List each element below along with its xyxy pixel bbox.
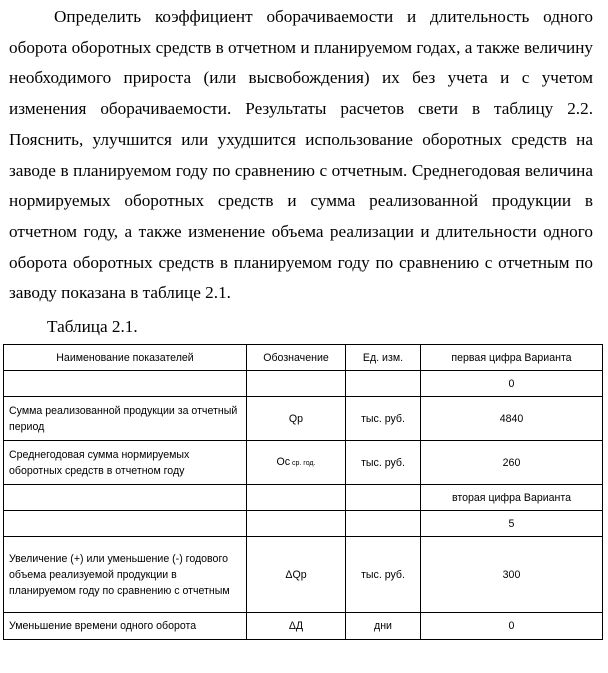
table-caption: Таблица 2.1. xyxy=(47,317,138,336)
row3-symbol: ΔQр xyxy=(247,537,346,613)
row3-name: Увеличение (+) или уменьшение (-) годового объема реализуемой продукции в планируемом году по сравнению с отчетным xyxy=(4,537,247,613)
table-cell xyxy=(4,371,247,397)
table-cell xyxy=(247,511,346,537)
table-row xyxy=(4,441,603,485)
table-header-row xyxy=(4,345,603,371)
table-cell xyxy=(4,485,247,511)
row4-name: Уменьшение времени одного оборота xyxy=(4,613,247,640)
row4-symbol: ΔД xyxy=(247,613,346,640)
row1-value: 4840 xyxy=(421,397,603,441)
variant2-label: вторая цифра Варианта xyxy=(421,485,603,511)
table-cell xyxy=(247,371,346,397)
header-name: Наименование показателей xyxy=(4,345,247,371)
table-row xyxy=(4,485,603,511)
row2-name: Среднегодовая сумма нормируемых оборотных средств в отчетном году xyxy=(4,441,247,485)
table-row xyxy=(4,371,603,397)
table-cell xyxy=(247,485,346,511)
row4-unit: дни xyxy=(346,613,421,640)
row2-symbol xyxy=(247,441,346,485)
row2-symbol-main: Ос xyxy=(276,455,291,468)
variant2-digit: 5 xyxy=(421,511,603,537)
data-table xyxy=(3,344,603,640)
row1-unit: тыс. руб. xyxy=(346,397,421,441)
header-variant1: первая цифра Варианта xyxy=(421,345,603,371)
task-paragraph: Определить коэффициент оборачиваемости и длительность одного оборота оборотных средств в отчетном и планируемом годах, а также величину необходимого прироста (или высвобождения) их без учета и с учетом изменения оборачиваемости. Результаты расчетов свети в таблицу 2.2. Пояснить, улучшится или ухудшится использование оборотных средств на заводе в планируемом году по сравнению с отчетным. Среднегодовая величина нормируемых оборотных средств и сумма реализованной продукции в отчетном году, а также изменение объема реализации и длительности одного оборота оборотных средств в планируемом году по сравнению с отчетным по заводу показана в таблице 2.1. xyxy=(9,7,593,303)
row3-value: 300 xyxy=(421,537,603,613)
row2-symbol-sub: ср. год. xyxy=(290,459,316,467)
row4-value: 0 xyxy=(421,613,603,640)
row1-name: Сумма реализованной продукции за отчетный период xyxy=(4,397,247,441)
variant1-digit: 0 xyxy=(421,371,603,397)
header-unit: Ед. изм. xyxy=(346,345,421,371)
row2-unit: тыс. руб. xyxy=(346,441,421,485)
header-symbol: Обозначение xyxy=(247,345,346,371)
table-cell xyxy=(346,511,421,537)
row2-value: 260 xyxy=(421,441,603,485)
table-row xyxy=(4,511,603,537)
table-cell xyxy=(4,511,247,537)
row3-unit: тыс. руб. xyxy=(346,537,421,613)
table-row xyxy=(4,537,603,613)
row1-symbol: Qр xyxy=(247,397,346,441)
table-cell xyxy=(346,371,421,397)
table-row xyxy=(4,613,603,640)
table-cell xyxy=(346,485,421,511)
table-row xyxy=(4,397,603,441)
